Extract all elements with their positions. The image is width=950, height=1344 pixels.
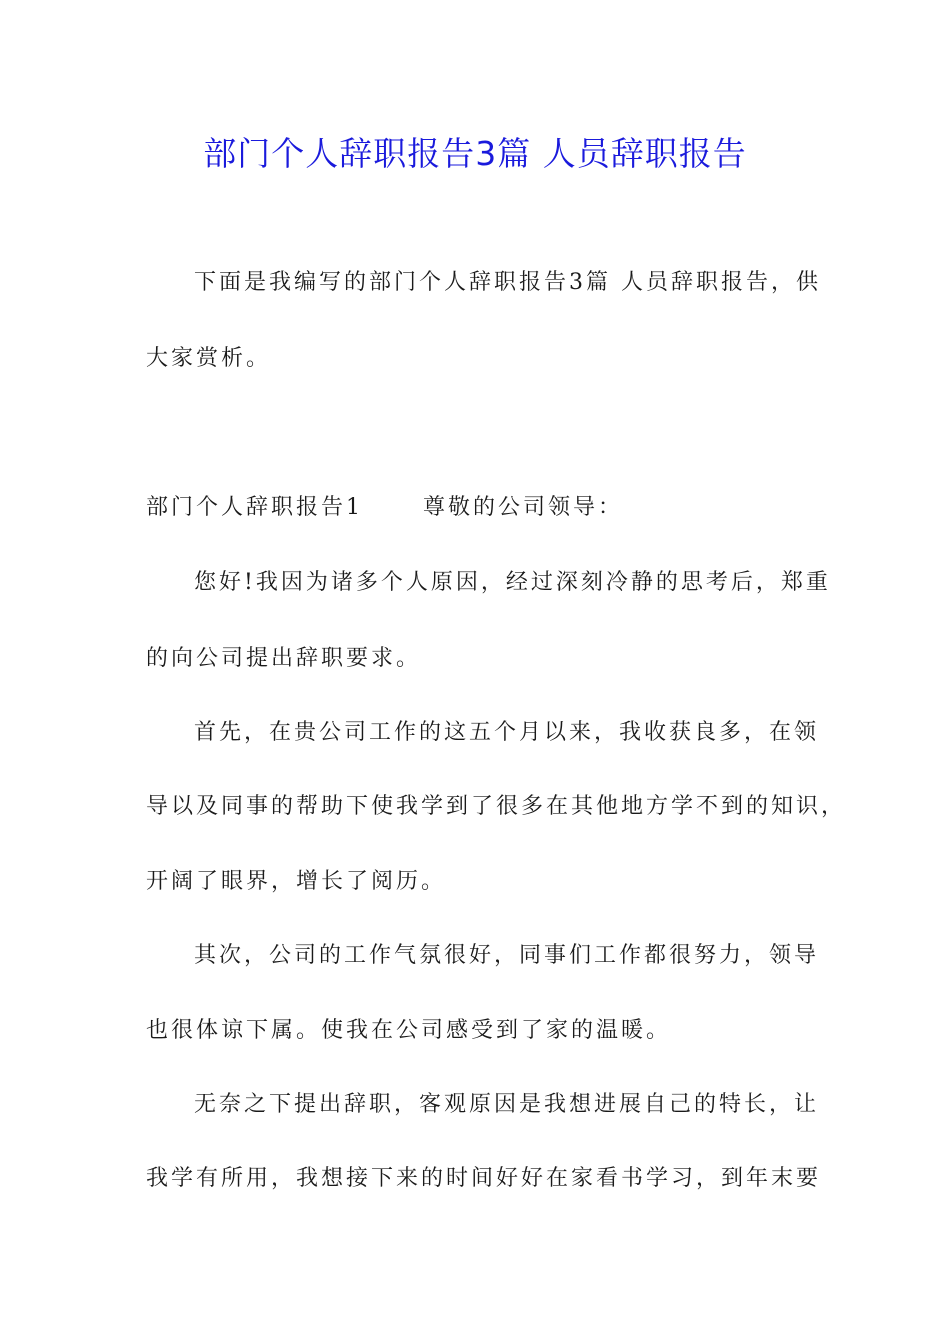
paragraph-line: 也很体谅下属。使我在公司感受到了家的温暖。: [146, 1018, 672, 1043]
paragraph-line: 首先，在贵公司工作的这五个月以来，我收获良多，在领: [194, 720, 820, 745]
document-title: 部门个人辞职报告3篇 人员辞职报告: [203, 134, 747, 173]
paragraph-line: 的向公司提出辞职要求。: [146, 646, 422, 671]
paragraph-line: 无奈之下提出辞职，客观原因是我想进展自己的特长，让: [194, 1092, 820, 1117]
paragraph-line: 我学有所用，我想接下来的时间好好在家看书学习，到年末要: [146, 1166, 822, 1191]
intro-line-2: 大家赏析。: [146, 346, 272, 371]
section-heading-line: 部门个人辞职报告1 尊敬的公司领导：: [146, 495, 623, 520]
paragraph-line: 导以及同事的帮助下使我学到了很多在其他地方学不到的知识，: [146, 794, 847, 819]
intro-line-1: 下面是我编写的部门个人辞职报告3篇 人员辞职报告，供: [194, 270, 821, 295]
paragraph-line: 开阔了眼界，增长了阅历。: [146, 869, 447, 894]
paragraph-line: 您好!我因为诸多个人原因，经过深刻冷静的思考后，郑重: [194, 570, 831, 595]
paragraph-line: 其次，公司的工作气氛很好，同事们工作都很努力，领导: [194, 943, 820, 968]
